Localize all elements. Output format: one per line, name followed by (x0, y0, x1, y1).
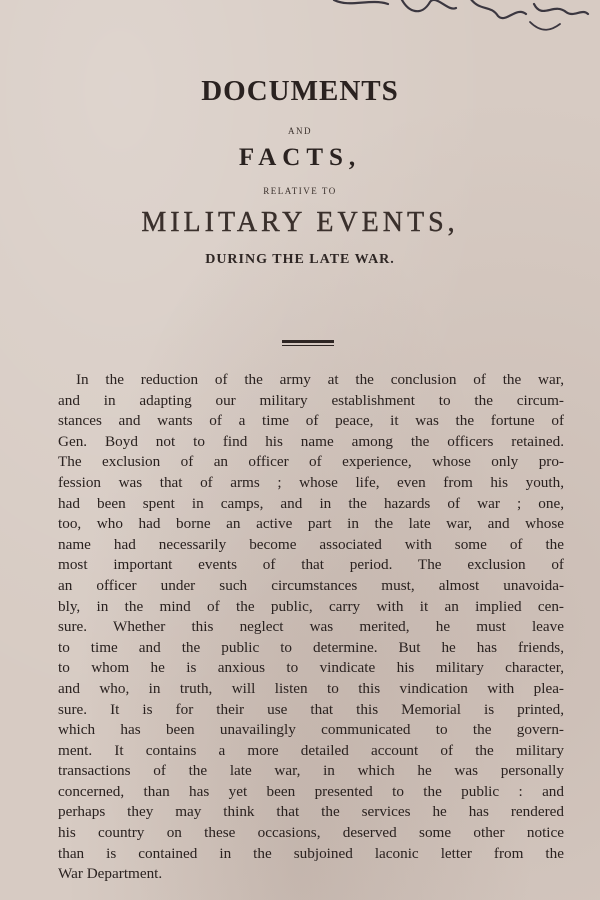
body-line: The exclusion of an officer of experience, whose only pro- (58, 453, 564, 471)
body-line: too, who had borne an active part in the late war, and whose (58, 515, 564, 533)
body-line: and who, in truth, will listen to this vindication with plea- (58, 679, 564, 697)
title-documents: DOCUMENTS (201, 75, 399, 107)
body-line: fession was that of arms ; whose life, even from his youth, (58, 473, 564, 491)
body-line: than is contained in the subjoined laconic letter from the (58, 844, 564, 862)
title-block (0, 72, 600, 270)
body-line: perhaps they may think that the services he has rendered (58, 803, 564, 821)
ornamental-rule (282, 340, 334, 348)
body-paragraph (58, 370, 564, 885)
body-line: sure. It is for their use that this Memorial is printed, (58, 700, 564, 718)
body-line: concerned, than has yet been presented to the public : and (58, 782, 564, 800)
body-line: his country on these occasions, deserved some other notice (58, 824, 564, 842)
body-line: stances and wants of a time of peace, it was the fortune of (58, 412, 564, 430)
body-line: bly, in the mind of the public, carry with it an implied cen- (58, 597, 564, 615)
body-line: Gen. Boyd not to find his name among the officers retained. (58, 432, 564, 450)
body-line: In the reduction of the army at the conclusion of the war, (76, 371, 564, 388)
title-and: AND (288, 126, 312, 136)
body-line: had been spent in camps, and in the hazards of war ; one, (58, 494, 564, 512)
body-line: War Department. (58, 865, 163, 883)
body-line: an officer under such circumstances must, almost unavoida- (58, 576, 564, 594)
title-during-the-late-war: DURING THE LATE WAR. (205, 252, 395, 267)
body-line: and in adapting our military establishment to the circum- (58, 391, 564, 409)
body-line: sure. Whether this neglect was merited, he must leave (58, 618, 564, 636)
body-line: ment. It contains a more detailed account of the military (58, 741, 564, 759)
body-line: transactions of the late war, in which he was personally (58, 762, 564, 780)
handwritten-signature (330, 0, 590, 42)
body-line: to time and the public to determine. But he has friends, (58, 638, 564, 656)
body-line: name had necessarily become associated with some of the (58, 535, 564, 553)
body-line: to whom he is anxious to vindicate his military character, (58, 659, 564, 677)
title-military-events: MILITARY EVENTS, (141, 207, 459, 238)
body-line: which has been unavailingly communicated to the govern- (58, 721, 564, 739)
title-facts: FACTS, (238, 144, 362, 171)
body-line: most important events of that period. The exclusion of (58, 556, 564, 574)
title-relative-to: RELATIVE TO (263, 186, 337, 196)
